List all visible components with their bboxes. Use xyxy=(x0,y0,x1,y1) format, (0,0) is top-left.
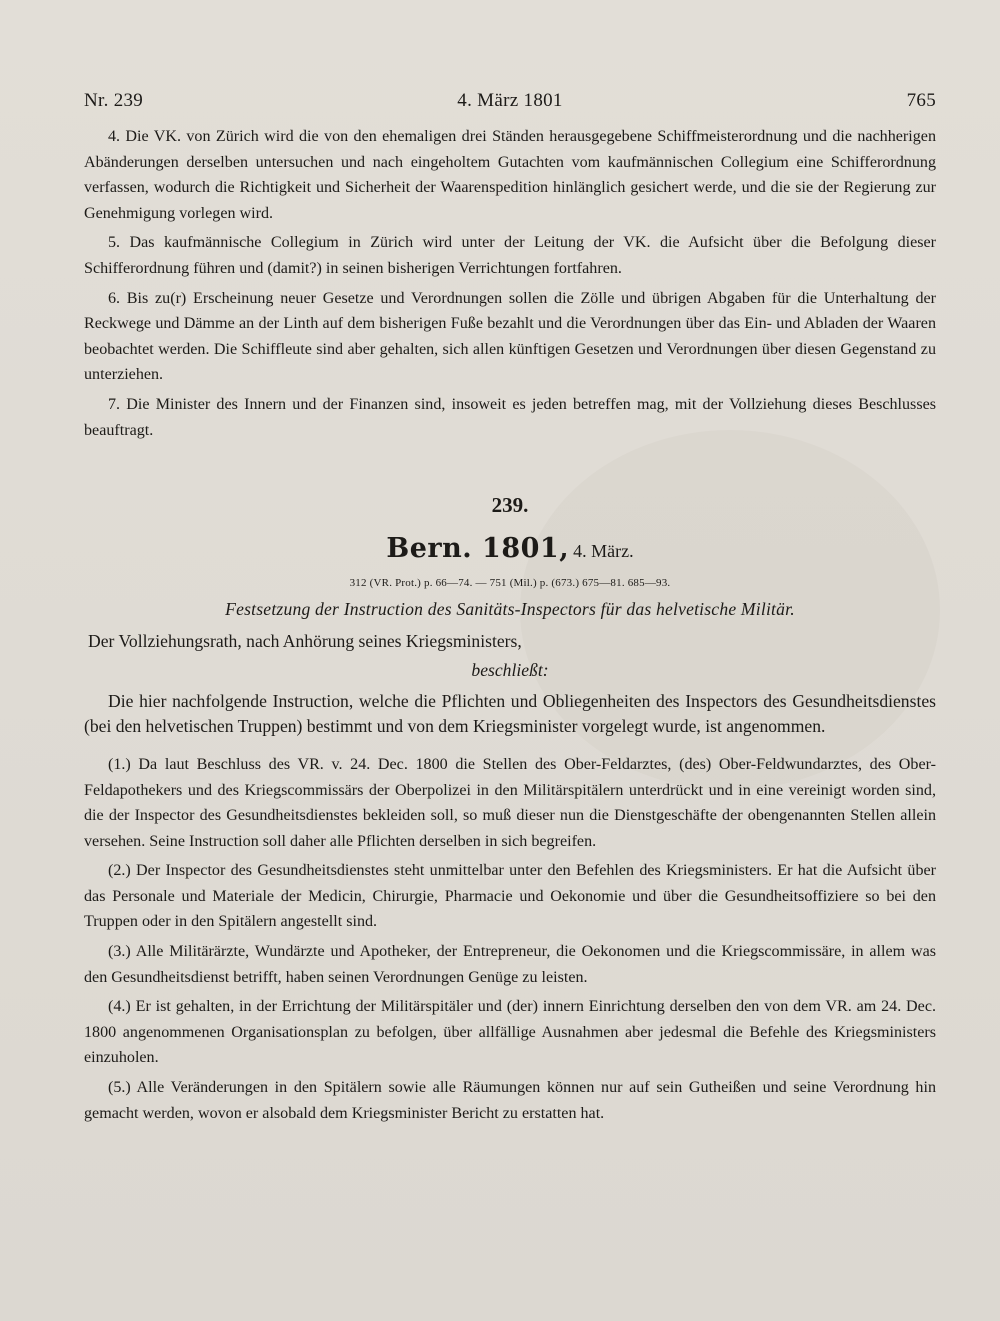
previous-item-6: 6. Bis zu(r) Erscheinung neuer Gesetze und Verordnungen sollen die Zölle und übrigen Abgaben für die Unterhaltung der Reckwege und Dämme an der Linth auf dem bisherigen Fuße bezahlt und die Verordnungen über das Ein- und Abladen der Waaren beobachtet werden. Die Schiffleute sind aber gehalten, sich allen künftigen Gesetzen und Verordnungen über diesen Gegenstand zu unterziehen. xyxy=(84,289,936,384)
lead-sentence: Der Vollziehungsrath, nach Anhörung seines Kriegsministers, xyxy=(88,631,522,652)
running-header xyxy=(84,90,936,116)
page-body xyxy=(84,124,936,1130)
header-page-number: 765 xyxy=(906,90,936,111)
article-3: (3.) Alle Militärärzte, Wundärzte und Apotheker, der Entrepreneur, die Oekonomen und die Kriegscommissäre, in allem was den Gesundheitsdienst betrifft, haben seinen Verordnungen Genüge zu leisten. xyxy=(84,943,936,986)
document-title: Festsetzung der Instruction des Sanitäts-Inspectors für das helvetische Militär. xyxy=(225,599,795,620)
article-2: (2.) Der Inspector des Gesundheitsdienstes steht unmittelbar unter den Befehlen des Kriegsministers. Er hat die Aufsicht über das Personale und Materiale der Medicin, Chirurgie, Pharmacie und Oekonomie und über die Gesundheitsoffiziere so bei den Truppen oder in den Spitälern angestellt sind. xyxy=(84,862,936,931)
previous-item-7: 7. Die Minister des Innern und der Finanzen sind, insoweit es jeden betreffen mag, mit der Vollziehung dieses Beschlusses beauftragt. xyxy=(84,395,936,439)
article-4: (4.) Er ist gehalten, in der Errichtung der Militärspitäler und (der) innern Einrichtung derselben den von dem VR. am 24. Dec. 1800 angenommenen Organisationsplan zu befolgen, über allfällige Ausnahmen aber jedesmal die Befehle des Kriegsministers einzuholen. xyxy=(84,998,936,1067)
document-number: 239. xyxy=(491,493,529,518)
dateline xyxy=(84,533,936,571)
article-5: (5.) Alle Veränderungen in den Spitälern sowie alle Räumungen können nur auf sein Gutheißen und seine Verordnung hin gemacht werden, wovon er alsobald dem Kriegsminister Bericht zu erstatten hat. xyxy=(84,1079,936,1122)
resolves-heading: beschließt: xyxy=(471,659,549,680)
intro-paragraph: Die hier nachfolgende Instruction, welche die Pflichten und Obliegenheiten des Inspectors des Gesundheitsdienstes (bei den helvetischen Truppen) bestimmt und von dem Kriegsminister vorgelegt wurde, ist angenommen. xyxy=(84,690,936,737)
header-date: 4. März 1801 xyxy=(457,90,563,111)
article-1: (1.) Da laut Beschluss des VR. v. 24. Dec. 1800 die Stellen des Ober-Feldarztes, (des) Ober-Feldwundarztes, des Ober-Feldapothekers und des Kriegscommissärs der Oberpolizei in den Militärspitälern unterdrückt und in eine vereinigt worden sind, die der Inspector des Gesundheitsdienstes bekleiden soll, so muß dieser nun die Dienstgeschäfte der obengenannten Stellen allein versehen. Seine Instruction soll daher alle Pflichten derselben in sich begreifen. xyxy=(84,755,936,850)
previous-item-4: 4. Die VK. von Zürich wird die von den ehemaligen drei Ständen herausgegebene Schiffmeisterordnung und die nachherigen Abänderungen derselben untersuchen und nach eingeholtem Gutachten vom kaufmännischen Collegium eine Schifferordnung verfassen, wodurch die Richtigkeit und Sicherheit der Waarenspedition hinlänglich gesichert werde, und die sie der Regierung zur Genehmigung vorlegen wird. xyxy=(84,128,936,222)
source-references: 312 (VR. Prot.) p. 66—74. — 751 (Mil.) p. (673.) 675—81. 685—93. xyxy=(349,577,671,590)
previous-item-5: 5. Das kaufmännische Collegium in Zürich wird unter der Leitung der VK. die Aufsicht über die Befolgung dieser Schifferordnung führen und (damit?) in seinen bisherigen Verrichtungen fortfahren. xyxy=(84,234,936,277)
document-date: 4. März. xyxy=(573,541,634,562)
place-year: Bern. 1801, xyxy=(386,533,570,565)
header-document-number: Nr. 239 xyxy=(84,90,144,111)
